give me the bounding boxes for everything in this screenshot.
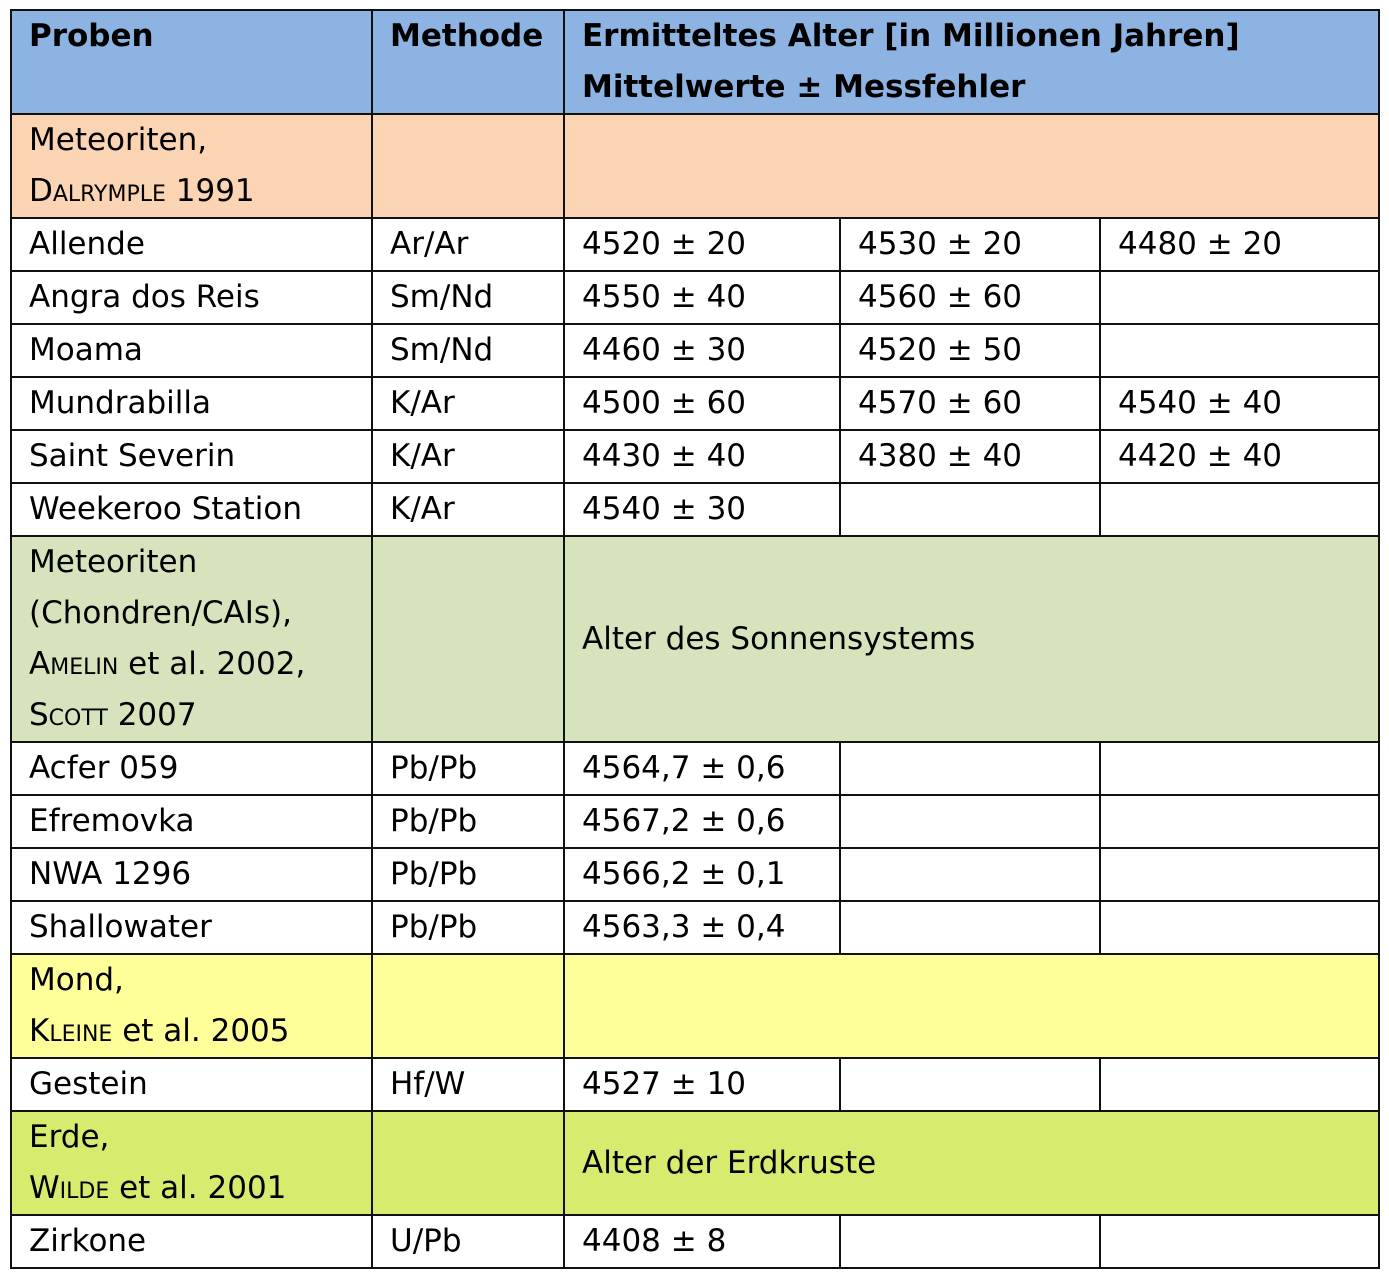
sample-name: Angra dos Reis [11,271,372,324]
sample-name: Efremovka [11,795,372,848]
age-value-3 [1100,901,1379,954]
header-alter-line2: Mittelwerte ± Messfehler [582,69,1026,105]
header-proben: Proben [11,10,372,114]
age-value-2: 4380 ± 40 [840,430,1100,483]
author-name: Amelin [29,646,119,682]
table-row [11,795,1379,848]
age-value-1: 4527 ± 10 [564,1058,840,1111]
age-value-3 [1100,271,1379,324]
age-value-3 [1100,795,1379,848]
age-value-1: 4550 ± 40 [564,271,840,324]
age-value-1: 4567,2 ± 0,6 [564,795,840,848]
table-row [11,324,1379,377]
method: Sm/Nd [372,324,564,377]
sample-name: Gestein [11,1058,372,1111]
sample-name: Acfer 059 [11,742,372,795]
sample-name: NWA 1296 [11,848,372,901]
header-methode: Methode [372,10,564,114]
age-value-3 [1100,848,1379,901]
author-name: Scott [29,697,108,733]
method: Pb/Pb [372,901,564,954]
group-label: Erde, Wilde et al. 2001 [11,1111,372,1215]
age-value-2 [840,1215,1100,1268]
header-alter [564,10,1379,114]
group-row-erde [11,1111,1379,1215]
age-value-3 [1100,742,1379,795]
age-value-1: 4540 ± 30 [564,483,840,536]
table-row [11,271,1379,324]
group-label: Meteoriten (Chondren/CAIs), Amelin et al. 2002, Scott 2007 [11,536,372,742]
age-table [10,9,1380,1269]
group-label: Mond, Kleine et al. 2005 [11,954,372,1058]
group-note: Alter der Erdkruste [564,1111,1379,1215]
age-value-2: 4530 ± 20 [840,218,1100,271]
group-row-meteoriten-chondren [11,536,1379,742]
age-value-2 [840,742,1100,795]
table-row [11,742,1379,795]
group-note: Alter des Sonnensystems [564,536,1379,742]
sample-name: Shallowater [11,901,372,954]
sample-name: Mundrabilla [11,377,372,430]
table-row [11,483,1379,536]
age-value-2: 4570 ± 60 [840,377,1100,430]
group-method-empty [372,536,564,742]
author-name: Dalrymple [29,173,166,209]
header-alter-line1: Ermitteltes Alter [in Millionen Jahren] [582,18,1240,54]
method: Ar/Ar [372,218,564,271]
age-value-1: 4566,2 ± 0,1 [564,848,840,901]
group-label: Meteoriten, Dalrymple 1991 [11,114,372,218]
sample-name: Saint Severin [11,430,372,483]
author-name: Wilde [29,1170,110,1206]
age-value-2 [840,901,1100,954]
group-row-meteoriten-dalrymple [11,114,1379,218]
group-method-empty [372,954,564,1058]
method: U/Pb [372,1215,564,1268]
sample-name: Moama [11,324,372,377]
age-value-1: 4500 ± 60 [564,377,840,430]
age-value-2: 4520 ± 50 [840,324,1100,377]
method: Hf/W [372,1058,564,1111]
method: Pb/Pb [372,795,564,848]
table-row [11,377,1379,430]
table-row [11,848,1379,901]
age-value-1: 4520 ± 20 [564,218,840,271]
age-value-3 [1100,483,1379,536]
group-row-mond [11,954,1379,1058]
table-row [11,1215,1379,1268]
group-note-empty [564,114,1379,218]
age-value-1: 4563,3 ± 0,4 [564,901,840,954]
method: Pb/Pb [372,848,564,901]
group-method-empty [372,114,564,218]
method: K/Ar [372,430,564,483]
group-note-empty [564,954,1379,1058]
age-value-1: 4564,7 ± 0,6 [564,742,840,795]
table-row [11,1058,1379,1111]
table-row [11,430,1379,483]
group-method-empty [372,1111,564,1215]
method: K/Ar [372,377,564,430]
table-row [11,218,1379,271]
age-value-1: 4460 ± 30 [564,324,840,377]
sample-name: Weekeroo Station [11,483,372,536]
age-value-3: 4420 ± 40 [1100,430,1379,483]
age-value-3 [1100,1215,1379,1268]
method: Pb/Pb [372,742,564,795]
table-row [11,901,1379,954]
sample-name: Zirkone [11,1215,372,1268]
age-value-1: 4408 ± 8 [564,1215,840,1268]
header-row [11,10,1379,114]
author-name: Kleine [29,1013,113,1049]
age-value-3 [1100,1058,1379,1111]
age-value-3 [1100,324,1379,377]
age-value-3: 4540 ± 40 [1100,377,1379,430]
method: K/Ar [372,483,564,536]
age-value-2 [840,483,1100,536]
age-value-2: 4560 ± 60 [840,271,1100,324]
age-value-2 [840,1058,1100,1111]
sample-name: Allende [11,218,372,271]
age-value-3: 4480 ± 20 [1100,218,1379,271]
age-value-2 [840,848,1100,901]
age-value-2 [840,795,1100,848]
age-value-1: 4430 ± 40 [564,430,840,483]
method: Sm/Nd [372,271,564,324]
